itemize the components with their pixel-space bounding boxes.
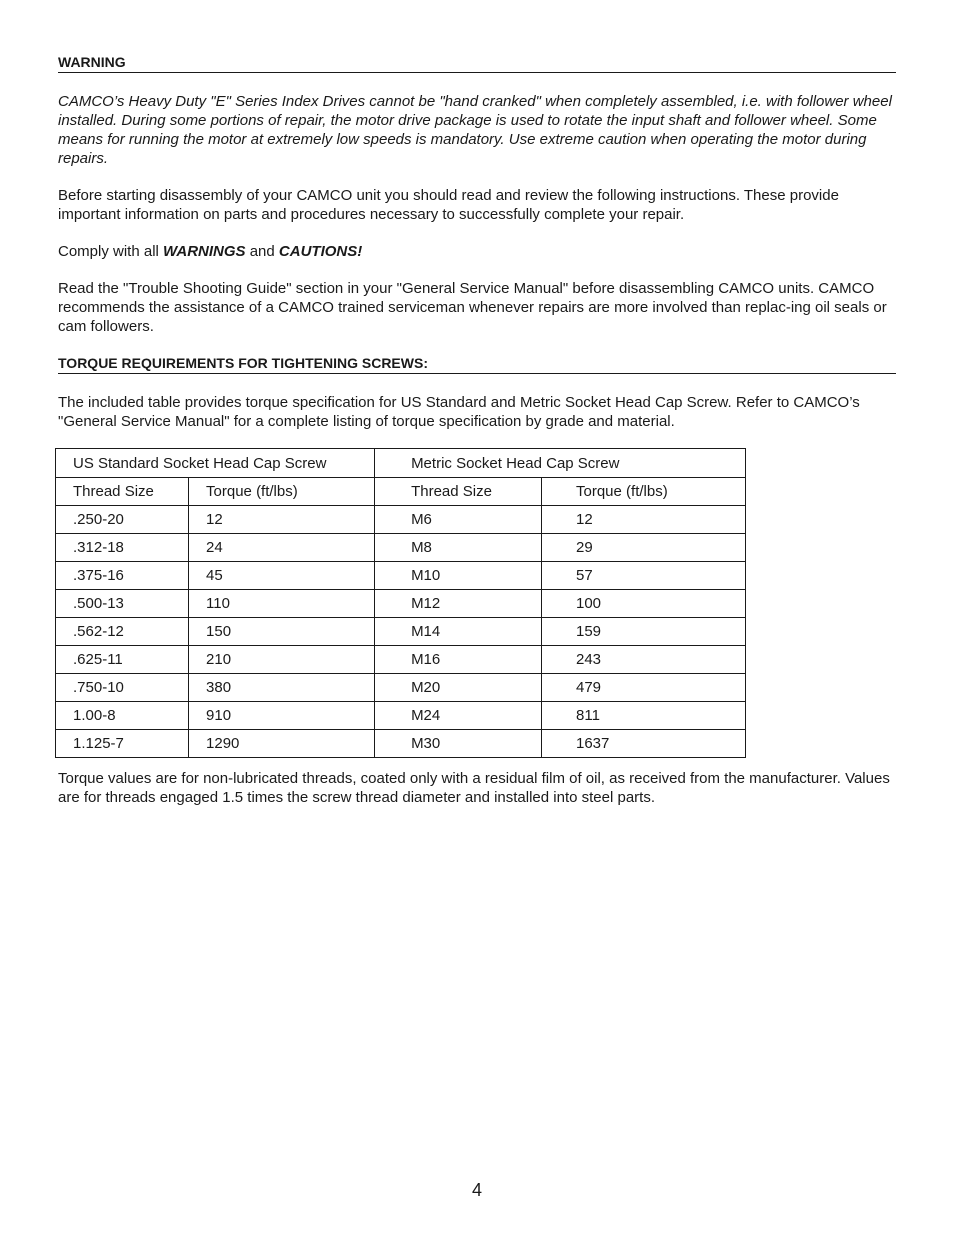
table-cell: .562-12: [56, 618, 189, 646]
torque-table: [55, 448, 746, 758]
column-header-metric-thread-size: Thread Size: [375, 478, 542, 506]
table-row: [56, 646, 746, 674]
table-cell: M12: [375, 590, 542, 618]
table-cell: M14: [375, 618, 542, 646]
table-cell: .750-10: [56, 674, 189, 702]
table-cell: 100: [542, 590, 746, 618]
group-header-us: US Standard Socket Head Cap Screw: [56, 449, 375, 478]
column-header-us-torque: Torque (ft/lbs): [189, 478, 375, 506]
table-cell: M6: [375, 506, 542, 534]
table-cell: 110: [189, 590, 375, 618]
table-cell: M20: [375, 674, 542, 702]
table-row: [56, 730, 746, 758]
table-row: [56, 618, 746, 646]
table-cell: .312-18: [56, 534, 189, 562]
table-cell: 210: [189, 646, 375, 674]
table-cell: .625-11: [56, 646, 189, 674]
table-cell: 243: [542, 646, 746, 674]
table-cell: 24: [189, 534, 375, 562]
warning-heading: WARNING: [58, 54, 896, 73]
table-cell: 150: [189, 618, 375, 646]
table-cell: M30: [375, 730, 542, 758]
comply-cautions: CAUTIONS!: [278, 243, 363, 260]
table-row: [56, 562, 746, 590]
table-cell: M24: [375, 702, 542, 730]
table-cell: 45: [189, 562, 375, 590]
table-cell: .375-16: [56, 562, 189, 590]
document-page: [58, 54, 896, 431]
table-cell: M8: [375, 534, 542, 562]
table-row: [56, 674, 746, 702]
comply-and: and: [245, 243, 279, 260]
torque-heading: TORQUE REQUIREMENTS FOR TIGHTENING SCREWS:: [58, 355, 896, 374]
table-cell: .250-20: [56, 506, 189, 534]
table-cell: 1.00-8: [56, 702, 189, 730]
table-cell: 12: [189, 506, 375, 534]
table-cell: 1637: [542, 730, 746, 758]
table-row: [56, 702, 746, 730]
table-row: [56, 590, 746, 618]
table-row: [56, 506, 746, 534]
table-cell: 1290: [189, 730, 375, 758]
column-header-us-thread-size: Thread Size: [56, 478, 189, 506]
comply-warnings: WARNINGS: [163, 243, 246, 260]
comply-paragraph: [58, 242, 896, 261]
table-cell: .500-13: [56, 590, 189, 618]
torque-intro: The included table provides torque specification for US Standard and Metric Socket Head Cap Screw. Refer to CAMCO’s "General Service Manual" for a complete listing of torque specification by grade and material.: [58, 394, 860, 430]
table-cell: 380: [189, 674, 375, 702]
table-cell: 57: [542, 562, 746, 590]
table-cell: 12: [542, 506, 746, 534]
trouble-shooting-paragraph: Read the "Trouble Shooting Guide" section in your "General Service Manual" before disassembling CAMCO units. CAMCO recommends the assistance of a CAMCO trained serviceman whenever repairs are more involved than replac-ing oil seals or cam followers.: [58, 280, 887, 335]
intro-paragraph: Before starting disassembly of your CAMCO unit you should read and review the following instructions. These provide important information on parts and procedures necessary to successfully complete your repair.: [58, 187, 839, 223]
table-column-header-row: [56, 478, 746, 506]
table-cell: 811: [542, 702, 746, 730]
table-cell: 29: [542, 534, 746, 562]
column-header-metric-torque: Torque (ft/lbs): [542, 478, 746, 506]
table-cell: 159: [542, 618, 746, 646]
table-row: [56, 534, 746, 562]
warning-text: CAMCO’s Heavy Duty "E" Series Index Drives cannot be "hand cranked" when completely assembled, i.e. with follower wheel installed. During some portions of repair, the motor drive package is used to rotate the input shaft and follower wheel. Some means for running the motor at extremely low speeds is mandatory. Use extreme caution when operating the motor during repairs.: [58, 93, 892, 167]
table-cell: M16: [375, 646, 542, 674]
torque-footnote: Torque values are for non-lubricated threads, coated only with a residual film of oil, as received from the manufacturer. Values are for threads engaged 1.5 times the screw thread diameter and installed into steel parts.: [58, 770, 890, 806]
comply-prefix: Comply with all: [58, 243, 164, 260]
table-cell: 479: [542, 674, 746, 702]
table-cell: 910: [189, 702, 375, 730]
table-cell: M10: [375, 562, 542, 590]
table-group-header-row: [56, 449, 746, 478]
group-header-metric: Metric Socket Head Cap Screw: [375, 449, 746, 478]
page-number: 4: [471, 1180, 482, 1200]
table-cell: 1.125-7: [56, 730, 189, 758]
